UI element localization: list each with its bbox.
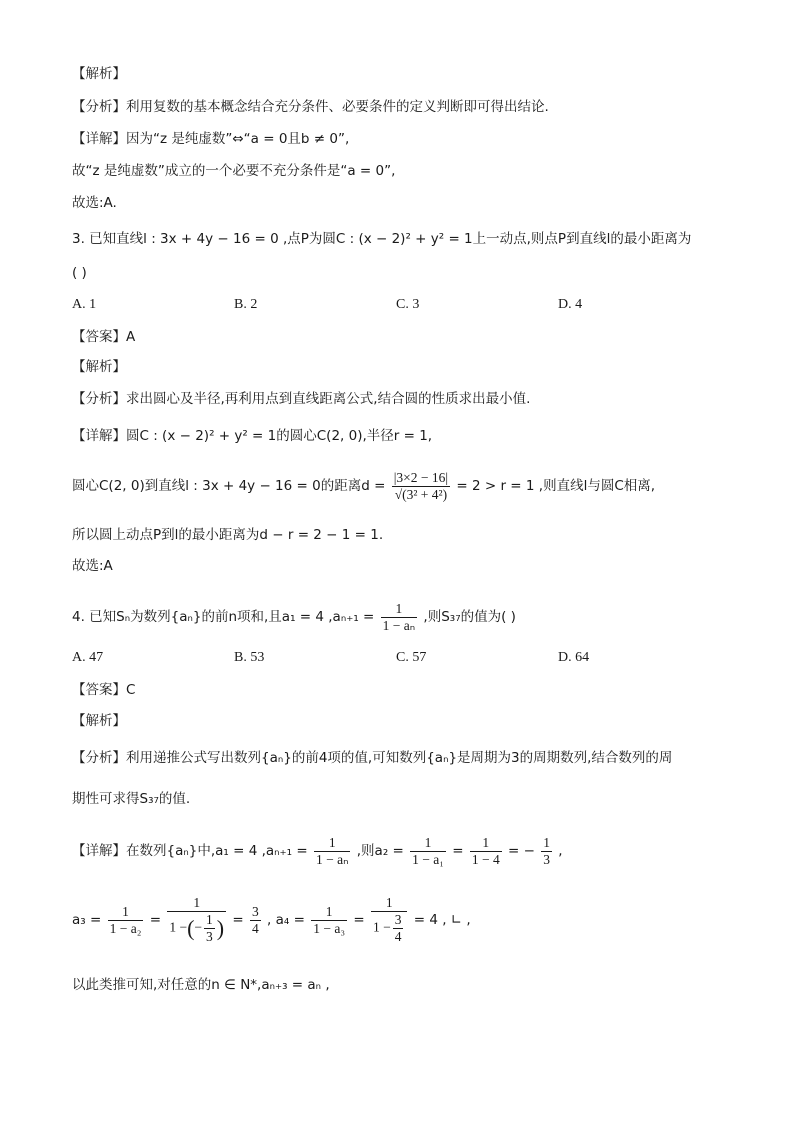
option-a: A. 47 bbox=[72, 650, 104, 665]
analysis-line: 【分析】求出圆心及半径,再利用点到直线距离公式,结合圆的性质求出最小值. bbox=[72, 391, 531, 407]
fraction-numerator: 1 bbox=[381, 601, 417, 618]
a2-result-fraction bbox=[541, 835, 552, 868]
fraction-denominator: 1 − 4 bbox=[471, 851, 500, 867]
a3-substituted-fraction bbox=[167, 895, 226, 945]
equals-sign: = − bbox=[508, 843, 535, 859]
conclusion-line: 故“z 是纯虚数”成立的一个必要不充分条件是“a = 0”, bbox=[72, 163, 396, 179]
equals-sign: = bbox=[452, 843, 464, 859]
choice-line: 故选:A bbox=[72, 558, 113, 574]
option-d: D. 64 bbox=[558, 650, 590, 665]
nested-fraction bbox=[204, 912, 215, 945]
fraction-numerator: 3 bbox=[394, 912, 402, 927]
option-d: D. 4 bbox=[558, 297, 583, 312]
detail-tail: , bbox=[558, 843, 563, 859]
fraction-denominator: 1 − a₂ bbox=[109, 920, 142, 936]
fraction-numerator: 1 bbox=[311, 904, 347, 921]
distance-line bbox=[72, 466, 655, 506]
a3-result-fraction bbox=[250, 904, 261, 937]
solution-header: 【解析】 bbox=[72, 359, 126, 375]
answer-line: 【答案】A bbox=[72, 329, 136, 345]
detail-line: 【详解】圆C : (x − 2)² + y² = 1的圆心C(2, 0),半径r = 1, bbox=[72, 428, 433, 444]
fraction-numerator: |3×2 − 16| bbox=[393, 469, 449, 485]
stem-suffix: ,则S₃₇的值为( ) bbox=[423, 609, 516, 625]
detail-prefix: 【详解】在数列{aₙ}中,a₁ = 4 ,aₙ₊₁ = bbox=[72, 843, 308, 859]
a3-fraction bbox=[108, 904, 144, 937]
fraction-denominator: √(3² + 4²) bbox=[394, 486, 448, 502]
nested-fraction bbox=[393, 912, 404, 945]
a2-fraction bbox=[410, 835, 446, 868]
detail-mid: ,则a₂ = bbox=[356, 843, 404, 859]
fraction-denominator: 1 −(− $\frac{1}{3}$ ) bbox=[169, 912, 225, 944]
solution-header: 【解析】 bbox=[72, 66, 126, 82]
periodicity-line: 以此类推可知,对任意的n ∈ N*,aₙ₊₃ = aₙ , bbox=[72, 977, 330, 993]
fraction-numerator: 1 bbox=[314, 835, 350, 852]
detail-line: 【详解】因为“z 是纯虚数”⇔“a = 0且b ≠ 0”, bbox=[72, 131, 350, 147]
fraction-denominator: 1 − aₙ bbox=[382, 617, 416, 633]
equals-sign: = bbox=[353, 912, 365, 928]
a2-value-fraction bbox=[470, 835, 502, 868]
choice-line: 故选:A. bbox=[72, 195, 117, 211]
question-4-stem bbox=[72, 597, 516, 637]
fraction-denominator: 3 bbox=[543, 851, 550, 867]
fraction-numerator: 1 bbox=[543, 834, 550, 850]
fraction-denominator: 3 bbox=[206, 929, 213, 944]
distance-fraction bbox=[392, 470, 450, 503]
analysis-line-2: 期性可求得S₃₇的值. bbox=[72, 791, 191, 807]
fraction-denominator: 4 bbox=[252, 920, 259, 936]
analysis-line: 【分析】利用复数的基本概念结合充分条件、必要条件的定义判断即可得出结论. bbox=[72, 99, 549, 115]
question-3-paren: ( ) bbox=[72, 265, 87, 281]
fraction-numerator: 1 bbox=[470, 835, 502, 852]
detail-line bbox=[72, 831, 563, 871]
recurrence-fraction bbox=[314, 835, 350, 868]
stem-prefix: 4. 已知Sₙ为数列{aₙ}的前n项和,且a₁ = 4 ,aₙ₊₁ = bbox=[72, 609, 375, 625]
option-c: C. 3 bbox=[396, 297, 420, 312]
fraction-denominator: 1 − a₃ bbox=[313, 920, 346, 936]
fraction-numerator: 1 bbox=[108, 904, 144, 921]
a3-a4-line bbox=[72, 895, 471, 945]
fraction-denominator bbox=[371, 912, 408, 945]
denominator-prefix: 1 − bbox=[169, 919, 188, 935]
denominator-prefix: 1 − bbox=[372, 919, 391, 935]
analysis-line-1: 【分析】利用递推公式写出数列{aₙ}的前4项的值,可知数列{aₙ}是周期为3的周期数列,结合数列的周 bbox=[72, 750, 673, 766]
a4-prefix: , a₄ = bbox=[267, 912, 305, 928]
solution-header: 【解析】 bbox=[72, 713, 126, 729]
question-3-stem: 3. 已知直线l : 3x + 4y − 16 = 0 ,点P为圆C : (x − 2)² + y² = 1上一动点,则点P到直线l的最小距离为 bbox=[72, 231, 692, 247]
fraction-numerator: 1 bbox=[410, 835, 446, 852]
conclusion-line: 所以圆上动点P到l的最小距离为d − r = 2 − 1 = 1. bbox=[72, 527, 384, 543]
option-b: B. 53 bbox=[234, 650, 265, 665]
fraction-numerator: 1 bbox=[371, 895, 408, 912]
distance-suffix: = 2 > r = 1 ,则直线l与圆C相离, bbox=[456, 478, 656, 494]
stem-fraction bbox=[381, 601, 417, 634]
a4-suffix: = 4 , ∟ , bbox=[413, 912, 471, 928]
option-a: A. 1 bbox=[72, 297, 97, 312]
fraction-numerator: 1 bbox=[167, 895, 226, 912]
a4-substituted-fraction bbox=[371, 895, 408, 945]
fraction-numerator: 3 bbox=[252, 903, 259, 919]
answer-line: 【答案】C bbox=[72, 682, 136, 698]
option-c: C. 57 bbox=[396, 650, 427, 665]
equals-sign: = bbox=[232, 912, 244, 928]
fraction-denominator: 1 − aₙ bbox=[315, 851, 349, 867]
fraction-numerator: 1 bbox=[206, 912, 213, 927]
fraction-denominator: 1 − a₁ bbox=[412, 851, 444, 867]
a4-fraction bbox=[311, 904, 347, 937]
equals-sign: = bbox=[149, 912, 162, 928]
fraction-denominator: 4 bbox=[394, 929, 402, 944]
a3-prefix: a₃ = bbox=[72, 912, 102, 928]
distance-prefix: 圆心C(2, 0)到直线l : 3x + 4y − 16 = 0的距离d = bbox=[72, 478, 386, 494]
option-b: B. 2 bbox=[234, 297, 258, 312]
